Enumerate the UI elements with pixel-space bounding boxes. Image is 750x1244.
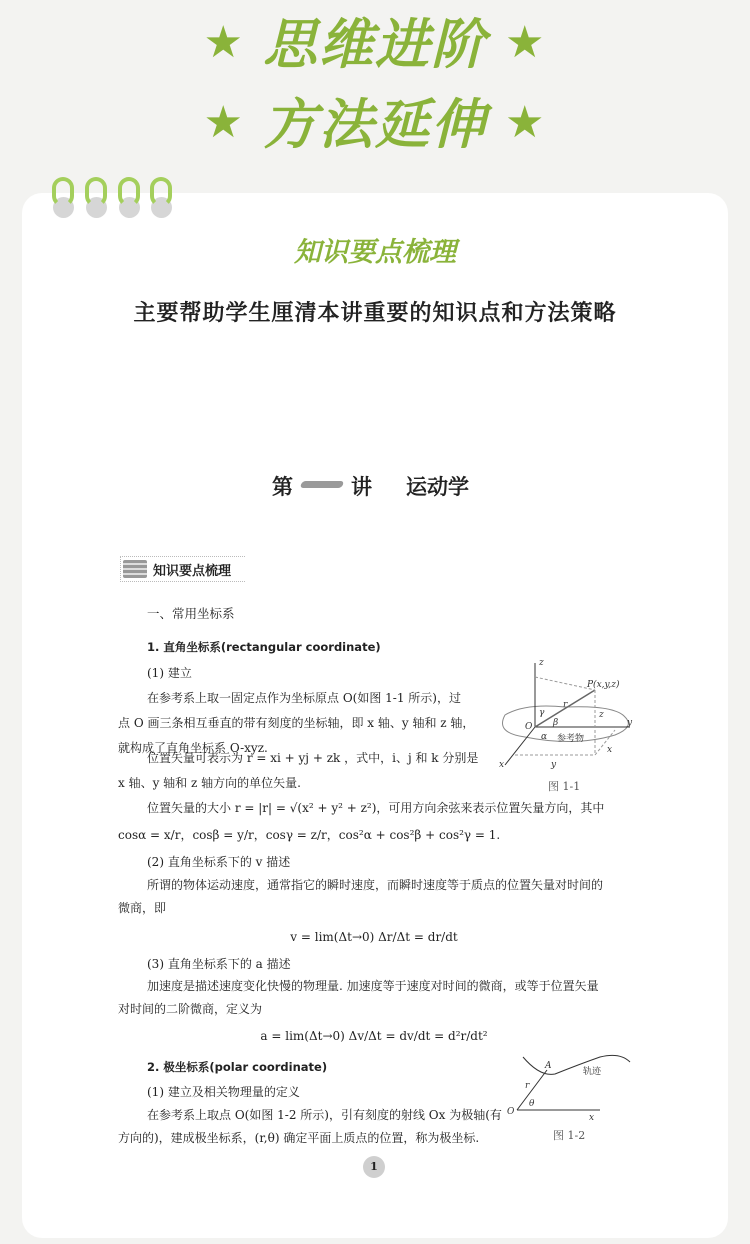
reference-label: 参考物 — [557, 734, 585, 744]
axis-label: z — [539, 658, 544, 668]
coord-label: z — [599, 710, 604, 720]
paragraph: 位置矢量的大小 r = |r| = √(x² + y² + z²)，可用方向余弦来表示位置矢量方向，其中 — [147, 801, 605, 815]
lecture-title — [272, 471, 469, 501]
star-icon: ★ — [203, 17, 245, 68]
equation-velocity: v = lim(Δt→0) Δr/Δt = dr/dt — [290, 930, 458, 944]
paragraph: 在参考系上取点 O(如图 1-2 所示)，引有刻度的射线 Ox 为极轴(有 — [147, 1108, 502, 1122]
section-heading: 一、常用坐标系 — [147, 606, 235, 621]
paragraph: (1) 建立及相关物理量的定义 — [147, 1085, 300, 1099]
paragraph: 点 O 画三条相互垂直的带有刻度的坐标轴，即 x 轴、y 轴和 z 轴， — [118, 716, 475, 730]
paragraph: (2) 直角坐标系下的 v 描述 — [147, 855, 291, 869]
origin-label: O — [507, 1107, 515, 1117]
point-label: P(x,y,z) — [587, 680, 620, 690]
section-badge-label: 知识要点梳理 — [153, 563, 232, 579]
formula: cosα = x/r，cosβ = y/r，cosγ = z/r，cos²α + cos²β + cos²γ = 1. — [118, 828, 501, 842]
point-label: A — [545, 1061, 552, 1071]
banner-text-1: 思维进阶 — [263, 13, 487, 76]
lecture-topic: 运动学 — [406, 475, 469, 499]
page-number: 1 — [363, 1156, 385, 1178]
angle-label: α — [541, 732, 548, 742]
banner-text-2: 方法延伸 — [263, 93, 487, 156]
binder-ring-icon — [150, 177, 172, 207]
equation-acceleration: a = lim(Δt→0) Δv/Δt = dv/dt = d²r/dt² — [260, 1029, 488, 1043]
paragraph: 所谓的物体运动速度，通常指它的瞬时速度，而瞬时速度等于质点的位置矢量对时间的 — [147, 878, 604, 892]
trajectory-label: 轨迹 — [583, 1067, 602, 1077]
paragraph: 加速度是描述速度变化快慢的物理量. 加速度等于速度对时间的微商，或等于位置矢量 — [147, 979, 599, 993]
star-icon: ★ — [203, 97, 245, 148]
angle-label: θ — [529, 1099, 535, 1109]
figure-caption: 图 1-2 — [553, 1129, 586, 1142]
banner-line-2 — [0, 82, 750, 159]
paragraph: (3) 直角坐标系下的 a 描述 — [147, 957, 291, 971]
paragraph: 在参考系上取一固定点作为坐标原点 O(如图 1-1 所示)，过 — [147, 691, 461, 705]
subsection-heading: 2. 极坐标系(polar coordinate) — [147, 1060, 328, 1074]
section-badge — [120, 556, 245, 582]
angle-label: γ — [539, 708, 545, 718]
coord-label: x — [607, 745, 613, 755]
binder-ring-icon — [52, 177, 74, 207]
paragraph: 位置矢量可表示为 r = xi + yj + zk ，式中，i、j 和 k 分别是 — [147, 751, 479, 765]
banner-line-1 — [0, 2, 750, 79]
paragraph: 方向的)，建成极坐标系，(r,θ) 确定平面上质点的位置，称为极坐标. — [118, 1131, 480, 1145]
star-icon: ★ — [505, 17, 547, 68]
axis-label: x — [589, 1113, 595, 1122]
lecture-suffix: 讲 — [351, 475, 372, 499]
paragraph: 就构成了直角坐标系 O-xyz. — [118, 741, 268, 755]
figure-caption: 图 1-1 — [548, 780, 581, 793]
paragraph: x 轴、y 轴和 z 轴方向的单位矢量. — [118, 776, 301, 790]
paragraph: 对时间的二阶微商，定义为 — [118, 1002, 263, 1016]
subsection-heading: 1. 直角坐标系(rectangular coordinate) — [147, 640, 381, 654]
binder-ring-icon — [118, 177, 140, 207]
binder-ring-icon — [85, 177, 107, 207]
card-subheading: 主要帮助学生厘清本讲重要的知识点和方法策略 — [133, 301, 617, 326]
lecture-prefix: 第 — [272, 475, 293, 499]
coord-label: y — [551, 760, 557, 770]
star-icon: ★ — [505, 97, 547, 148]
paragraph: 微商，即 — [118, 901, 167, 915]
books-check-icon — [123, 560, 147, 578]
vector-label: r — [563, 700, 568, 710]
axis-label: x — [499, 760, 505, 770]
angle-label: β — [553, 718, 559, 728]
brush-one-icon — [300, 481, 345, 488]
vector-label: r — [525, 1081, 530, 1091]
origin-label: O — [525, 722, 533, 732]
figure-polar-coordinates — [505, 1052, 635, 1122]
paragraph: (1) 建立 — [147, 666, 192, 680]
axis-label: y — [627, 718, 633, 728]
figure-cartesian-coordinates — [495, 655, 640, 775]
card-heading: 知识要点梳理 — [294, 237, 456, 268]
